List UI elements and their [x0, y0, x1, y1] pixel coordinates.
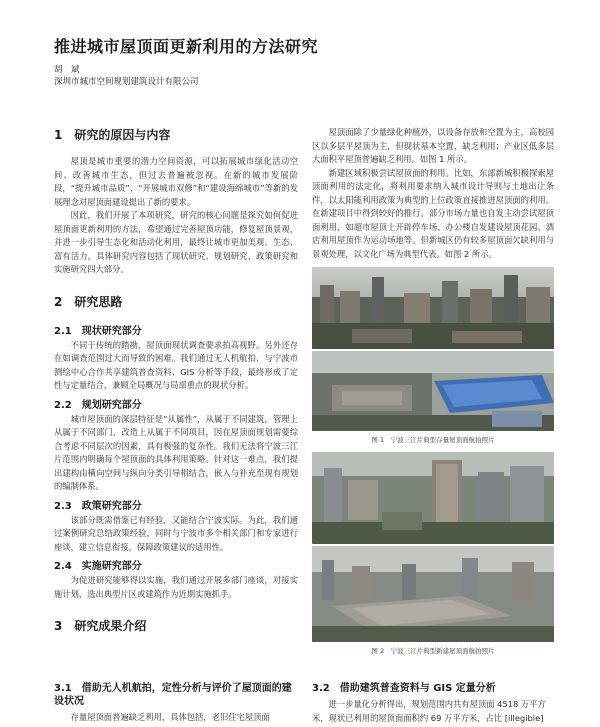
figure-1 [312, 267, 554, 444]
paper-title: 推进城市屋顶面更新利用的方法研究 [54, 37, 319, 56]
figure-1-caption: 图 1 宁波三江片典型存量屋顶面航拍照片 [371, 436, 495, 444]
figure-2-photo-bottom [312, 546, 554, 642]
figure-2-photo-top [312, 452, 554, 544]
section-2-1-heading: 2.1 现状研究部分 [54, 325, 142, 337]
figure-2 [312, 452, 554, 655]
section-2-2-para: 城市屋顶面的深层特征是“从属性”，从属于不同建筑，管理上从属于不同部门，改造上从属于不同项目，因在屋顶面规划需要综合考虑不同层次的因素，具有极强的复杂性。我们无法将宁波三江片范围内明确每个屋顶面的具体利用策略。针对这一难点，我们提出建构由横向空间与纵向分类引导相结合，嵌入与补充至现有规划的编制体系。 [54, 413, 298, 491]
right-para-2: 新建区域积极尝试屋顶面的利用。比如，东部新城积极探索屋顶面利用的法定化，将利用要求纳入城市设计导则与土地出让条件，以太阳能利用政策为典型的上位政策直接推进屋顶面的利用。在新建项目中得到较好的推行。部分市场力量也自发主动尝试屋顶面利用，如超市屋顶上开辟停车场、办公楼自发建设屋顶花园、酒店利用屋顶作为运动场地等。但新城区仍有较多屋顶面欠缺利用与景观处理，以文化广场为典型代表。如图 2 所示。 [312, 167, 554, 259]
section-3-2-para: 进一步量化分析得出，规划范围内共有屋顶面 4518 万平方米，现状已利用的屋顶面面积约 69 万平方米，占比 [illegible] [312, 699, 546, 723]
figure-2-caption: 图 2 宁波三江片典型新建屋顶面航拍照片 [371, 647, 495, 655]
section-3-1-heading: 3.1 借助无人机航拍，定性分析与评价了屋顶面的建设状况 [54, 683, 292, 707]
author-block [54, 64, 199, 88]
right-para-1: 屋顶面除了少量绿化种植外，以设备存放和空置为主，高校园区以多层平屋顶为主，但现状基本空置，缺乏利用；产业区低多层大面积平屋顶普遍缺乏利用。如图 1 所示。 [312, 127, 554, 164]
section-2-heading: 2 研究思路 [54, 294, 123, 309]
section-2-1-para: 不同于传统的踏勘，屋顶面现状调查要求拍高视野。另外还存在如调查范围过大而导致的困难。我们通过无人机航拍、与宁波市测绘中心合作共享建筑普查资料、GIS 分析等手段，最终形成了定性与定量结合，兼顾全局概况与局部重点的现状分析。 [54, 339, 298, 390]
right-column [312, 126, 554, 663]
section-2-4-heading: 2.4 实施研究部分 [54, 561, 142, 572]
figure-1-photo-bottom [312, 351, 554, 431]
section-2-3-para: 该部分既需借鉴已有经验，又能结合宁波实际。为此，我们通过案例研究总结政策经验，同时与宁波市多个相关部门和专家进行座谈，建立信息衔接，保障政策建议的适用性。 [54, 514, 298, 552]
author-affiliation: 深圳市城市空间规划建筑设计有限公司 [54, 77, 199, 87]
section-3-2-heading: 3.2 借助建筑普查资料与 GIS 定量分析 [312, 683, 496, 694]
author-name: 胡 斌 [54, 65, 80, 75]
section-3-heading: 3 研究成果介绍 [54, 619, 147, 633]
section-2-2-heading: 2.2 规划研究部分 [54, 399, 142, 411]
section-2-3-heading: 2.3 政策研究部分 [54, 500, 142, 512]
left-column [54, 126, 298, 646]
section-1-para-2: 因此，我们开展了本项研究，研究的核心问题是探究如何促进屋顶面更新利用的方法，希望通过完善屋顶功能，修复屋顶景观，并进一步引导生态化和活动化利用，最终让城市更加美观、生态、富有活力。具体研究内容包括了现状研究、规划研究、政策研究和实施研究四大部分。 [54, 210, 298, 274]
section-1-heading: 1 研究的原因与内容 [54, 128, 171, 142]
figure-1-photo-top [312, 267, 554, 349]
section-3-1-para: 存量屋顶面普遍缺乏利用，具体包括，老旧住宅屋顶面 [70, 712, 270, 722]
section-1-para-1: 屋顶是城市重要的潜力空间资源，可以拓展城市绿化活动空间、改善城市生态，但过去普遍被忽视。在新的城市发展阶段，“提升城市品质”、“开展城市双修”和“建设海绵城市”等新的发展理念对屋顶面建设提出了新的要求。 [54, 156, 298, 207]
section-2-4-para: 为促进研究能够得以实施，我们通过开展多部门座谈，对接实施计划，选出典型片区或建筑作为近期实施抓手。 [54, 575, 298, 599]
